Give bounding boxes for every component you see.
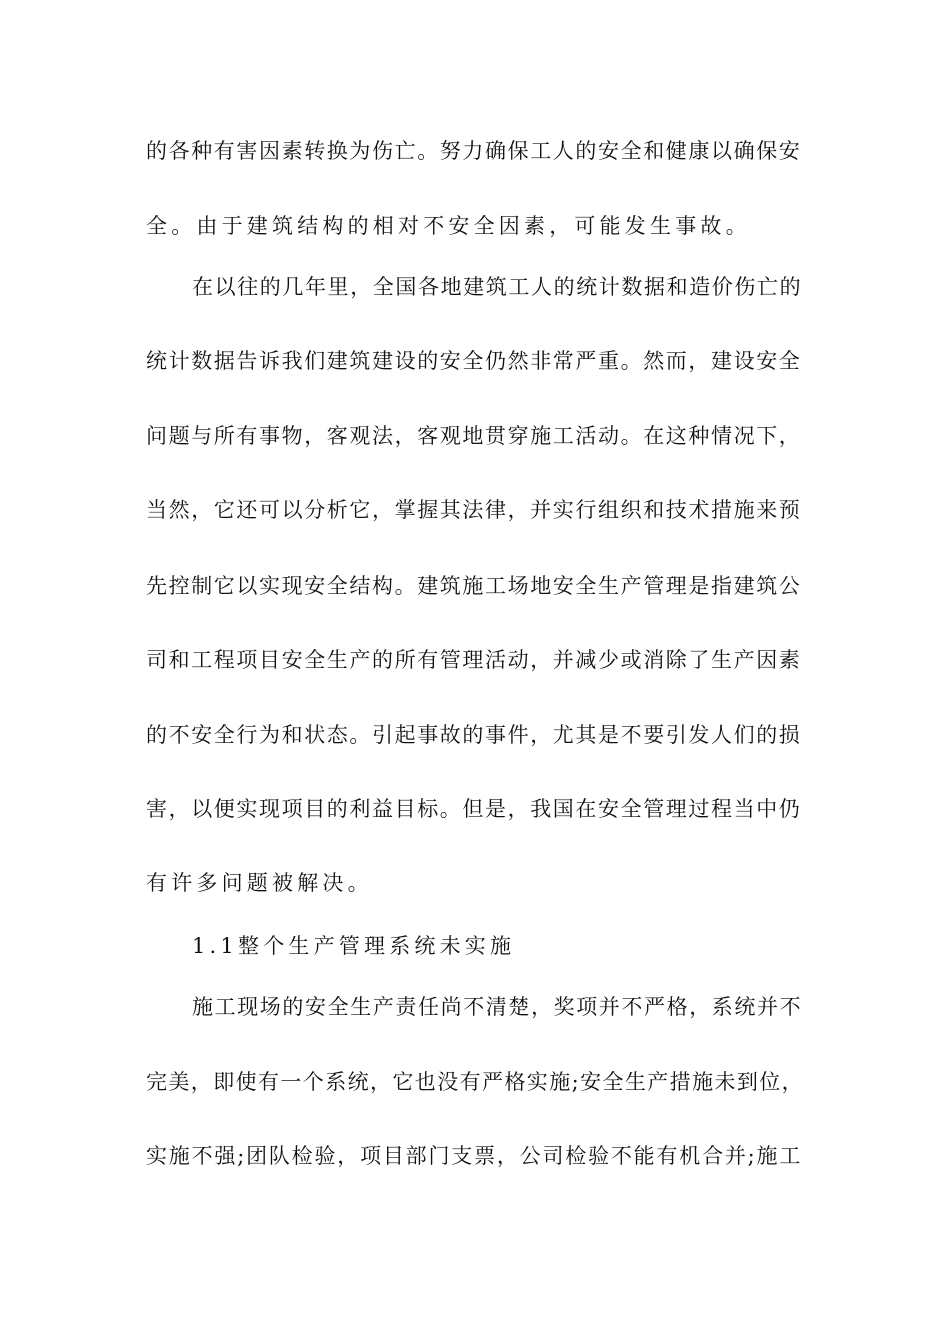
paragraph-line: 的不安全行为和状态。引起事故的事件，尤其是不要引发人们的损 xyxy=(146,723,802,747)
paragraph-line: 害，以便实现项目的利益目标。但是，我国在安全管理过程当中仍 xyxy=(146,797,802,821)
paragraph-line: 问题与所有事物，客观法，客观地贯穿施工活动。在这种情况下， xyxy=(146,424,802,448)
paragraph-line: 全。由于建筑结构的相对不安全因素，可能发生事故。 xyxy=(146,214,751,238)
paragraph-line: 统计数据告诉我们建筑建设的安全仍然非常严重。然而，建设安全 xyxy=(146,349,802,373)
paragraph-line: 的各种有害因素转换为伤亡。努力确保工人的安全和健康以确保安 xyxy=(146,139,802,163)
paragraph-line: 实施不强;团队检验，项目部门支票，公司检验不能有机合并;施工 xyxy=(146,1144,803,1168)
paragraph-line: 在以往的几年里，全国各地建筑工人的统计数据和造价伤亡的 xyxy=(192,275,803,299)
paragraph-line: 当然，它还可以分析它，掌握其法律，并实行组织和技术措施来预 xyxy=(146,498,802,522)
paragraph-line: 司和工程项目安全生产的所有管理活动，并减少或消除了生产因素 xyxy=(146,648,802,672)
paragraph-line: 施工现场的安全生产责任尚不清楚，奖项并不严格，系统并不 xyxy=(192,995,803,1019)
paragraph-line: 先控制它以实现安全结构。建筑施工场地安全生产管理是指建筑公 xyxy=(146,574,802,598)
paragraph-line: 完美，即使有一个系统，它也没有严格实施;安全生产措施未到位， xyxy=(146,1070,805,1094)
section-heading: 1.1整个生产管理系统未实施 xyxy=(192,934,516,958)
paragraph-line: 有许多问题被解决。 xyxy=(146,871,373,895)
